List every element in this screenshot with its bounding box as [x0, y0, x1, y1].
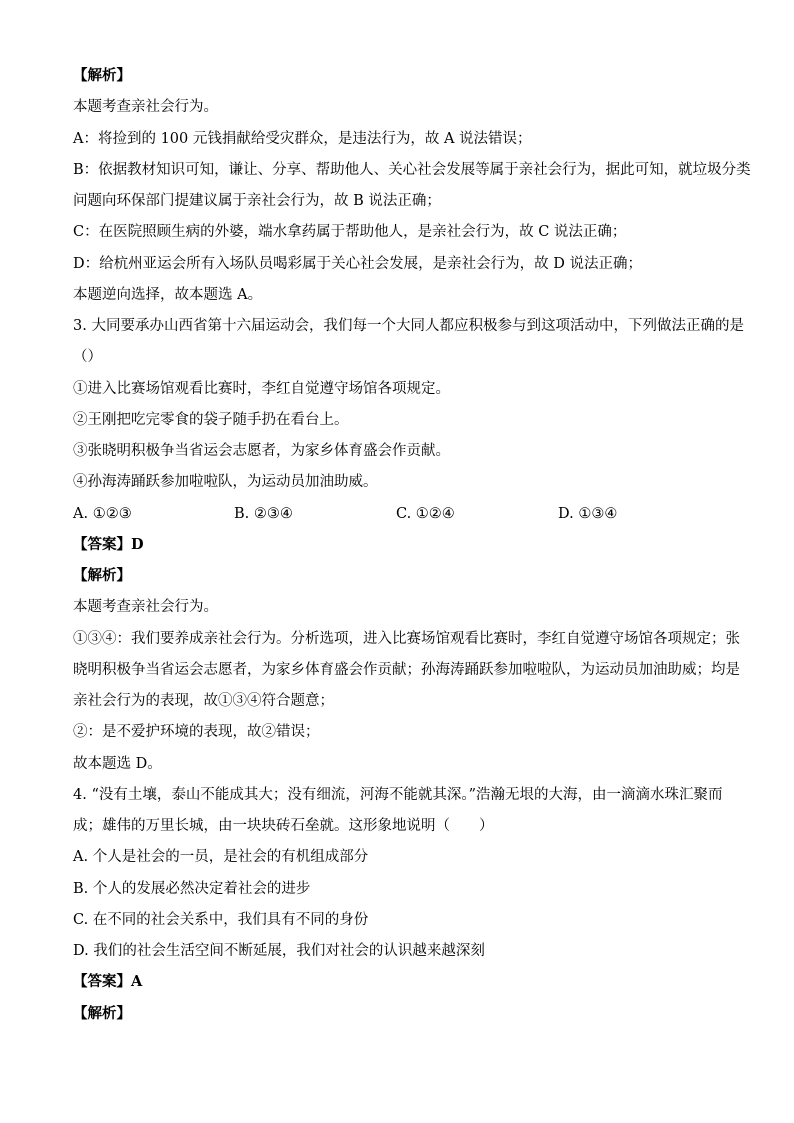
q3-stem: 3. 大同要承办山西省第十六届运动会，我们每一个大同人都应积极参与到这项活动中，下列做法正确的是: [73, 318, 744, 334]
q3-statement: ③张晓明积极争当省运会志愿者，为家乡体育盛会作贡献。: [73, 443, 450, 459]
q3-analysis-line: 故本题选 D。: [73, 756, 162, 772]
q2-analysis-line: A：将捡到的 100 元钱捐献给受灾群众，是违法行为，故 A 说法错误；: [73, 131, 532, 147]
q4-answer: 【答案】A: [73, 973, 143, 990]
q3-option-c: C. ①②④: [396, 506, 455, 522]
q2-analysis-line: B：依据教材知识可知，谦让、分享、帮助他人、关心社会发展等属于亲社会行为，据此可知，就垃圾分类: [73, 162, 751, 178]
q4-analysis-heading: 【解析】: [73, 1005, 131, 1022]
q3-statement: ④孙海涛踊跃参加啦啦队，为运动员加油助威。: [73, 474, 378, 490]
q2-analysis-heading: 【解析】: [73, 67, 131, 84]
q4-stem: 4. “没有土壤，泰山不能成其大；没有细流，河海不能就其深。”浩瀚无垠的大海，由一滴滴水珠汇聚而: [73, 787, 723, 803]
q4-option-a: A. 个人是社会的一员，是社会的有机组成部分: [73, 849, 369, 865]
q3-analysis-line: 本题考查亲社会行为。: [73, 599, 218, 615]
q4-option-d: D. 我们的社会生活空间不断延展，我们对社会的认识越来越深刻: [73, 943, 485, 959]
q4-option-c: C. 在不同的社会关系中，我们具有不同的身份: [73, 912, 369, 928]
q3-statement: ②王刚把吃完零食的袋子随手扔在看台上。: [73, 412, 349, 428]
q2-analysis-line: 问题向环保部门提建议属于亲社会行为，故 B 说法正确；: [73, 193, 441, 209]
q3-analysis-line: 亲社会行为的表现，故①③④符合题意；: [73, 693, 334, 709]
q3-answer: 【答案】D: [73, 536, 144, 553]
q3-analysis-line: ①③④：我们要养成亲社会行为。分析选项，进入比赛场馆观看比赛时，李红自觉遵守场馆各项规定；张: [73, 631, 740, 647]
q2-analysis-line: C：在医院照顾生病的外婆，端水拿药属于帮助他人，是亲社会行为，故 C 说法正确；: [73, 224, 627, 240]
q3-option-d: D. ①③④: [558, 506, 618, 522]
q4-stem: 成；雄伟的万里长城，由一块块砖石垒就。这形象地说明（ ）: [73, 818, 494, 834]
q2-analysis-line: D：给杭州亚运会所有入场队员喝彩属于关心社会发展，是亲社会行为，故 D 说法正确；: [73, 256, 642, 272]
q3-option-a: A. ①②③: [73, 506, 132, 522]
q4-option-b: B. 个人的发展必然决定着社会的进步: [73, 881, 311, 897]
q3-analysis-line: ②：是不爱护环境的表现，故②错误；: [73, 724, 320, 740]
q3-analysis-line: 晓明积极争当省运会志愿者，为家乡体育盛会作贡献；孙海涛踊跃参加啦啦队，为运动员加油助威；均是: [73, 662, 740, 678]
q2-analysis-intro: 本题考查亲社会行为。: [73, 99, 218, 115]
q3-stem-blank: （）: [73, 349, 102, 365]
q3-option-b: B. ②③④: [234, 506, 293, 522]
q3-analysis-heading: 【解析】: [73, 567, 131, 584]
q3-statement: ①进入比赛场馆观看比赛时，李红自觉遵守场馆各项规定。: [73, 381, 450, 397]
q2-analysis-line: 本题逆向选择，故本题选 A。: [73, 287, 263, 303]
